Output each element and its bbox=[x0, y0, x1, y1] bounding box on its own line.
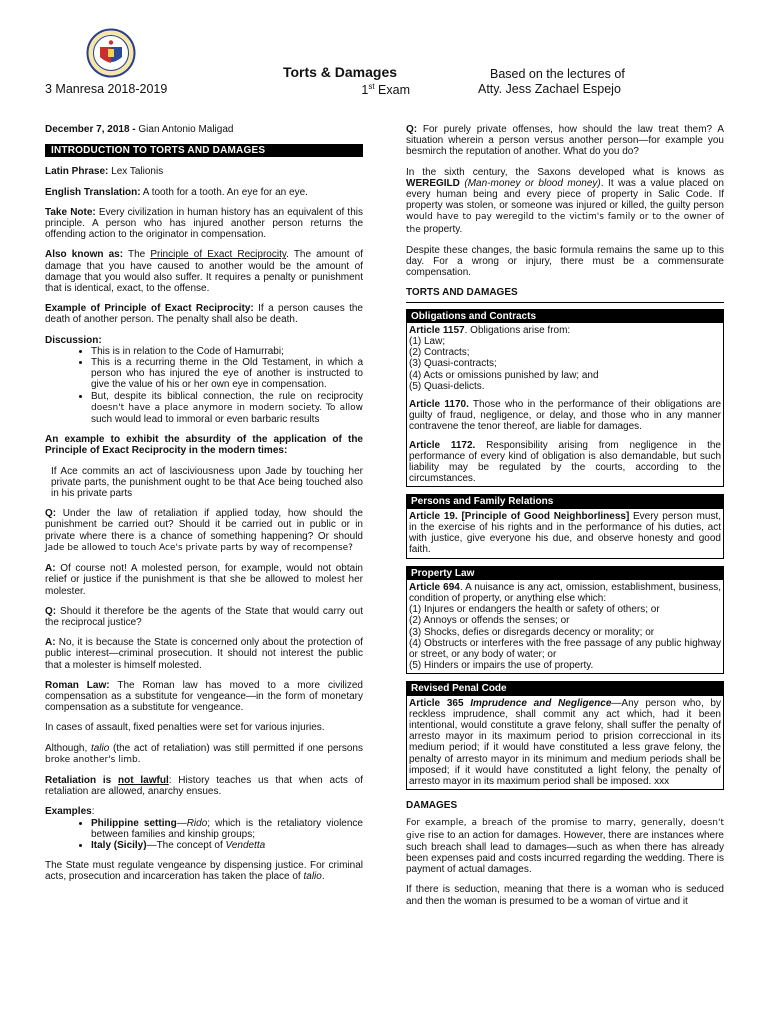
article-1170: Article 1170. Those who in the performance of their obligations are guilty of fraud, negligence, or delay, and those who in any manner contravene the tenor thereof, are liable for damages. bbox=[409, 399, 722, 433]
exam-label: 1st Exam bbox=[361, 82, 410, 98]
question-1: Q: Under the law of retaliation if applied today, how should the punishment be carried out? Should it be carried out in public or in private where there is a chance of something happening? Or should Jade be allowed to touch Ace's private parts by way of recompense? bbox=[45, 508, 363, 553]
list-item: • Philippine setting—Rido; which is the retaliatory violence between families and kinship groups; bbox=[91, 818, 363, 840]
article-365: Article 365 Imprudence and Negligence—Any person who, by reckless imprudence, shall commit any act which, had it been intentional, would constitute a grave felony, shall suffer the penalty of arresto mayor in its maximum period to prision correccional in its medium period; if it would have constituted a less grave felony, the penalty of arresto mayor in its minimum and medium periods shall be imposed; if it would have constituted a light felony, the penalty of arresto mayor in its maximum period shall be imposed. xxx bbox=[409, 697, 721, 787]
answer-2: A: No, it is because the State is concerned only about the protection of public interest—criminal prosecution. It should not interest the public that a molester is himself molested. bbox=[45, 637, 363, 671]
box-obligations bbox=[406, 309, 724, 488]
retaliation-not-lawful: Retaliation is not lawful: History teaches us that when acts of retaliation are allowed, anarchy ensues. bbox=[45, 774, 363, 798]
absurdity-heading: An example to exhibit the absurdity of the application of the Principle of Exact Reciprocity in the modern times: bbox=[45, 434, 363, 457]
box-persons-family bbox=[406, 494, 724, 558]
list-item: (2) Contracts; bbox=[409, 347, 470, 359]
box-title: Revised Penal Code bbox=[407, 682, 723, 695]
list-item: • This is in relation to the Code of Hamurrabi; bbox=[91, 346, 363, 357]
examples-label: Examples: bbox=[45, 806, 95, 818]
box-revised-penal-code bbox=[406, 681, 724, 790]
breach-paragraph: For example, a breach of the promise to marry, generally, doesn't give rise to an action for damages. However, there are instances where such breach shall lead to damages—such as when there has already been expenses paid and costs incurred regarding the wedding. There is payment of actual damages. bbox=[406, 818, 724, 876]
weregild-paragraph: In the sixth century, the Saxons developed what is knows as WEREGILD (Man-money or blood money). It was a value placed on every human being and every piece of property in Salic Code. If property was stolen, or someone was injured or killed, the guilty person would have to pay weregild to the victim's family or to the owner of the property. bbox=[406, 166, 724, 235]
roman-law: Roman Law: The Roman law has moved to a more civilized compensation as a substitute for vengeance—in the form of monetary compensation as a substitute for vengeance. bbox=[45, 679, 363, 714]
list-item: • But, despite its biblical connection, the rule on reciprocity doesn't have a place anymore in modern society. To allow such would lead to immoral or even barbaric results bbox=[91, 391, 363, 426]
section-header-intro: INTRODUCTION TO TORTS AND DAMAGES bbox=[45, 144, 363, 157]
article-19: Article 19. [Principle of Good Neighborliness] Every person must, in the exercise of his rights and in the performance of his duties, act with justice, give everyone his due, and observe honesty and good faith. bbox=[409, 510, 722, 556]
box-title: Obligations and Contracts bbox=[407, 310, 723, 323]
list-item: • Italy (Sicily)—The concept of Vendetta bbox=[91, 840, 363, 851]
list-item: (5) Quasi-delicts. bbox=[409, 380, 485, 392]
left-column bbox=[45, 124, 363, 892]
example-principle: Example of Principle of Exact Reciprocity: If a person causes the death of another person. The penalty shall also be death. bbox=[45, 303, 363, 326]
list-item: (3) Quasi-contracts; bbox=[409, 358, 497, 370]
list-item: • This is a recurring theme in the Old Testament, in which a person who has injured the eye of another is instructed to give the value of his or her own eye in compensation. bbox=[91, 357, 363, 391]
examples-list bbox=[45, 818, 363, 852]
list-item: (5) Hinders or impairs the use of property. bbox=[409, 660, 594, 672]
damages-heading: DAMAGES bbox=[406, 800, 458, 812]
article-694: Article 694. A nuisance is any act, omission, establishment, business, condition of property, or anything else which: (1) Injures or endangers the health or safety of others; or (2) Annoys or offends the senses; or (3) Shocks, defies or disregards decency or morality; or (4) Obstructs or interferes with the free passage of any public highway or street, or any body of water; or (5) Hinders or impairs the use of property. bbox=[409, 581, 721, 672]
list-item: (1) Law; bbox=[409, 336, 446, 348]
discussion-label: Discussion: bbox=[45, 334, 102, 346]
class-label: 3 Manresa 2018-2019 bbox=[45, 82, 168, 96]
latin-phrase: Latin Phrase: Lex Talionis bbox=[45, 166, 164, 178]
list-item: (4) Obstructs or interferes with the free passage of any public highway or street, or any body of water; or bbox=[409, 637, 721, 660]
lecture-attribution bbox=[478, 67, 678, 97]
list-item: (3) Shocks, defies or disregards decency or morality; or bbox=[409, 626, 655, 638]
discussion-list bbox=[45, 346, 363, 425]
also-known-as: Also known as: The Principle of Exact Reciprocity. The amount of damage that you have caused to another would be the amount of damage that you would also suffer. It requires a penalty or punishment that is identical, exact, to the offense. bbox=[45, 249, 363, 295]
assault-note: In cases of assault, fixed penalties were set for various injuries. bbox=[45, 722, 325, 734]
take-note: Take Note: Every civilization in human history has an equivalent of this principle. A person who has injured another person returns the offending action to the originator in compensation. bbox=[45, 206, 363, 241]
right-column bbox=[406, 124, 724, 916]
list-item: (4) Acts or omissions punished by law; and bbox=[409, 369, 599, 381]
question-private: Q: For purely private offenses, how should the law treat them? A situation wherein a person versus another person—for example you besmirch the reputation of another. What do you do? bbox=[406, 124, 724, 158]
question-2: Q: Should it therefore be the agents of the State that would carry out the reciprocal justice? bbox=[45, 605, 363, 628]
seduction-paragraph: If there is seduction, meaning that there is a woman who is seduced and then the woman is presumed to be a woman of virtue and it bbox=[406, 884, 724, 907]
article-1172: Article 1172. Responsibility arising from negligence in the performance of every kind of obligation is also demandable, but such liability may be regulated by the courts, according to the circumstances. bbox=[409, 439, 721, 485]
talio-note: Although, talio (the act of retaliation) was still permitted if one persons broke another's limb. bbox=[45, 742, 363, 765]
document-title: Torts & Damages bbox=[282, 64, 398, 80]
answer-1: A: Of course not! A molested person, for example, would not obtain relief or justice if the punishment is that she be allowed to molest her molester. bbox=[45, 563, 363, 597]
date-line: December 7, 2018 - Gian Antonio Maligad bbox=[45, 124, 234, 135]
english-translation: English Translation: A tooth for a tooth. An eye for an eye. bbox=[45, 186, 308, 198]
list-item: (1) Injures or endangers the health or safety of others; or bbox=[409, 604, 660, 616]
box-property-law bbox=[406, 566, 724, 675]
lecturer-name: Atty. Jess Zachael Espejo bbox=[478, 82, 621, 96]
state-regulate: The State must regulate vengeance by dispensing justice. For criminal acts, prosecution and incarceration has taken the place of talio. bbox=[45, 860, 363, 883]
article-1157: Article 1157. Obligations arise from: (1) Law; (2) Contracts; (3) Quasi-contracts; (4) Acts or omissions punished by law; and (5) Quasi-delicts. bbox=[409, 324, 599, 392]
list-item: (2) Annoys or offends the senses; or bbox=[409, 615, 570, 627]
box-title: Property Law bbox=[407, 567, 723, 580]
torts-heading: TORTS AND DAMAGES bbox=[406, 287, 724, 302]
school-seal-logo bbox=[86, 28, 136, 78]
despite-paragraph: Despite these changes, the basic formula remains the same up to this day. For a wrong or injury, there must be a commensurate compensation. bbox=[406, 244, 724, 279]
based-on-label: Based on the lectures of bbox=[490, 67, 625, 81]
box-title: Persons and Family Relations bbox=[407, 495, 723, 508]
ace-example: If Ace commits an act of lasciviousness upon Jade by touching her private parts, the punishment ought to be that Ace being touched also in his private parts bbox=[51, 465, 363, 500]
